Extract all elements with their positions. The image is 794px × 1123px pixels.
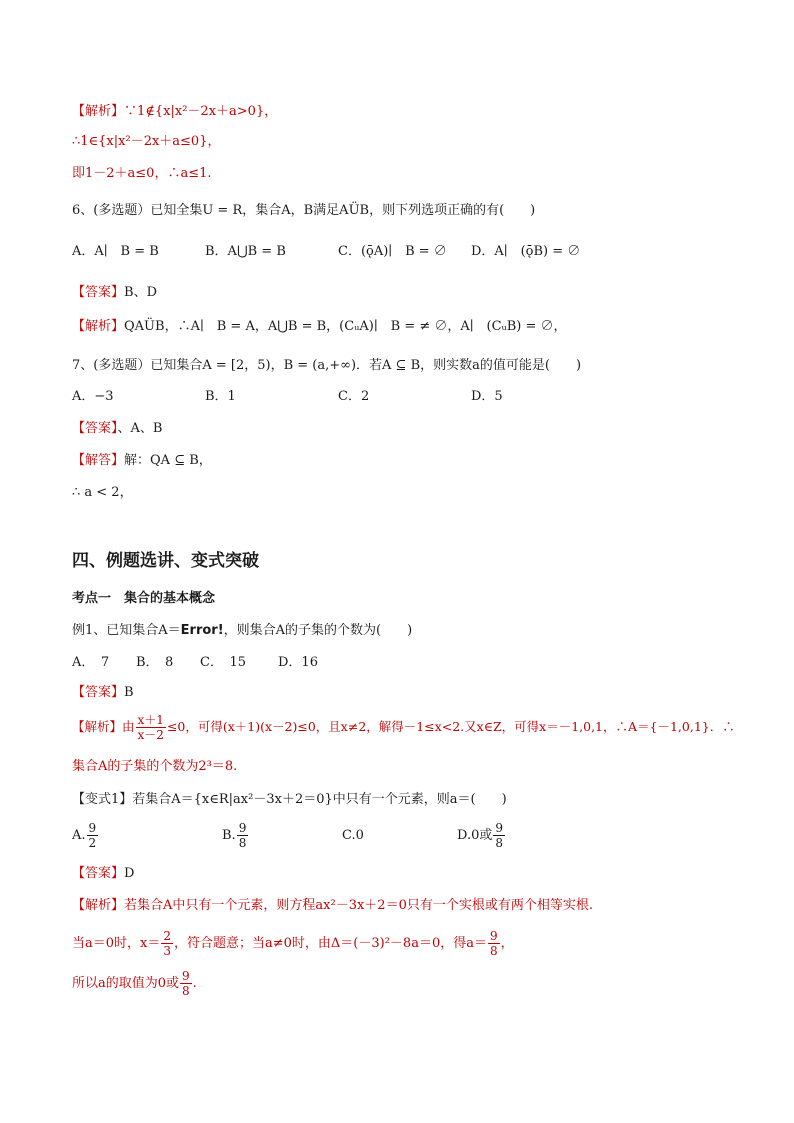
q6-option-a: A．A∣ B = B: [72, 244, 159, 259]
denominator: 3: [163, 944, 171, 958]
answer-value: 、A、B: [117, 421, 163, 436]
q6-analysis: [72, 318, 567, 336]
kaodian-heading: 考点一 集合的基本概念: [72, 591, 216, 606]
denominator: 8: [182, 984, 190, 998]
prev-analysis-line1: [72, 103, 277, 121]
denominator: 8: [495, 836, 504, 850]
fraction: [493, 822, 505, 849]
fraction: [488, 930, 500, 957]
analysis-tag: 【解析】: [72, 104, 125, 119]
numerator: 9: [495, 821, 504, 835]
q7-option-b: B．1: [205, 389, 236, 404]
analysis-tag: 【解析】: [72, 319, 125, 334]
text: ，符合题意；当a≠0时，由Δ＝(－3)²－8a＝0，得a＝: [174, 936, 487, 951]
ex1-options: [72, 654, 318, 672]
solve-text: 解：QA ⊆ B，: [124, 453, 212, 468]
numerator: x＋1: [137, 713, 164, 727]
fraction: [161, 930, 173, 957]
ex1-option-b: B． 8: [136, 655, 174, 670]
numerator: 9: [182, 969, 190, 983]
analysis-tag: 【解析】: [72, 898, 125, 913]
var1-option-c: C.0: [342, 828, 364, 843]
var1-analysis-line2: [72, 930, 514, 957]
var1-stem: 【变式1】若集合A＝{x∈R|ax²－3x＋2＝0}中只有一个元素，则a＝( ): [72, 792, 507, 807]
q7-options: [72, 388, 604, 406]
q7-answer: [72, 420, 162, 438]
text: B.: [222, 828, 236, 843]
var1-option-d: [457, 822, 590, 849]
ex1-option-c: C． 15: [200, 655, 246, 670]
var1-option-a: [72, 822, 222, 849]
var1-option-b: [222, 822, 342, 849]
text: .: [192, 976, 197, 991]
fraction: [180, 970, 192, 997]
error-text: Error!: [180, 623, 224, 638]
text: ，则集合A的子集的个数为( ): [223, 623, 413, 638]
section-title: 四、例题选讲、变式突破: [72, 551, 259, 571]
prev-analysis-line3: 即1－2＋a≤0，∴a≤1.: [72, 166, 212, 181]
denominator: x－2: [137, 728, 164, 742]
q6-option-c: C．(ǭA)∣ B = ∅: [338, 244, 447, 259]
answer-value: D: [124, 866, 135, 881]
var1-analysis-line1: [72, 897, 593, 915]
q7-stem: 7、(多选题）已知集合A = [2，5)，B = (a,+∞)．若A ⊆ B，则实数a的值可能是( ): [72, 358, 582, 373]
text: ∵1∉{x|x²－2x＋a>0}，: [124, 104, 278, 119]
q7-option-c: C．2: [338, 389, 370, 404]
q7-solve: [72, 452, 212, 470]
prev-analysis-line2: ∴1∈{x|x²－2x＋a≤0}，: [72, 134, 221, 149]
numerator: 2: [163, 929, 171, 943]
analysis-tag: 【解析】: [72, 719, 123, 734]
ex1-option-d: D．16: [278, 655, 318, 670]
answer-tag: 【答案】: [72, 866, 125, 881]
q6-stem: 6、(多选题）已知全集U = R，集合A，B满足AÜB，则下列选项正确的有( ): [72, 203, 536, 218]
analysis-text: QAÜB，∴A∣ B = A，A⋃B = B，(CᵤA)∣ B = ≠ ∅，A∣ (CᵤB) = ∅，: [124, 319, 567, 334]
ex1-analysis: [72, 714, 735, 741]
ex1-option-a: A． 7: [72, 655, 110, 670]
answer-tag: 【答案】: [72, 285, 125, 300]
q7-solve2: ∴ a < 2，: [72, 485, 133, 500]
denominator: 2: [88, 836, 97, 850]
text: 所以a的取值为0或: [72, 976, 180, 991]
text: ，: [500, 936, 514, 951]
text: 例1、已知集合A＝: [72, 623, 181, 638]
q6-option-b: B．A⋃B = B: [205, 244, 286, 259]
answer-value: B: [124, 685, 134, 700]
var1-options: [72, 822, 590, 849]
fraction: [87, 822, 99, 849]
text: 由: [122, 719, 135, 734]
q7-option-d: D．5: [471, 389, 503, 404]
text: D.0或: [457, 828, 493, 843]
numerator: 9: [489, 929, 498, 943]
fraction: [237, 822, 249, 849]
answer-value: B、D: [124, 285, 157, 300]
text: A.: [72, 828, 86, 843]
text: ≤0，可得(x＋1)(x－2)≤0，且x≠2，解得－1≤x<2.又x∈Z，可得x＝－1,0,1，∴A＝{－1,0,1}．∴: [166, 719, 735, 734]
var1-analysis-line3: [72, 970, 197, 997]
numerator: 9: [238, 821, 247, 835]
answer-tag: 【答案】: [72, 685, 125, 700]
ex1-analysis-line2: 集合A的子集的个数为2³＝8.: [72, 759, 238, 774]
text: 当a＝0时，x＝: [72, 936, 161, 951]
answer-tag: 【答案】: [72, 421, 118, 436]
ex1-answer: [72, 684, 134, 702]
text: 若集合A中只有一个元素，则方程ax²－3x＋2＝0只有一个实根或有两个相等实根.: [124, 898, 593, 913]
q7-option-a: A．−3: [72, 389, 114, 404]
q6-options: [72, 243, 604, 261]
ex1-stem: [72, 622, 412, 640]
numerator: 9: [88, 821, 97, 835]
denominator: 8: [489, 944, 498, 958]
q6-option-d: D．A∣ (ǭB) = ∅: [471, 244, 581, 259]
fraction: [136, 714, 166, 741]
var1-answer: [72, 865, 134, 883]
denominator: 8: [238, 836, 247, 850]
solve-tag: 【解答】: [72, 453, 125, 468]
q6-answer: [72, 284, 157, 302]
